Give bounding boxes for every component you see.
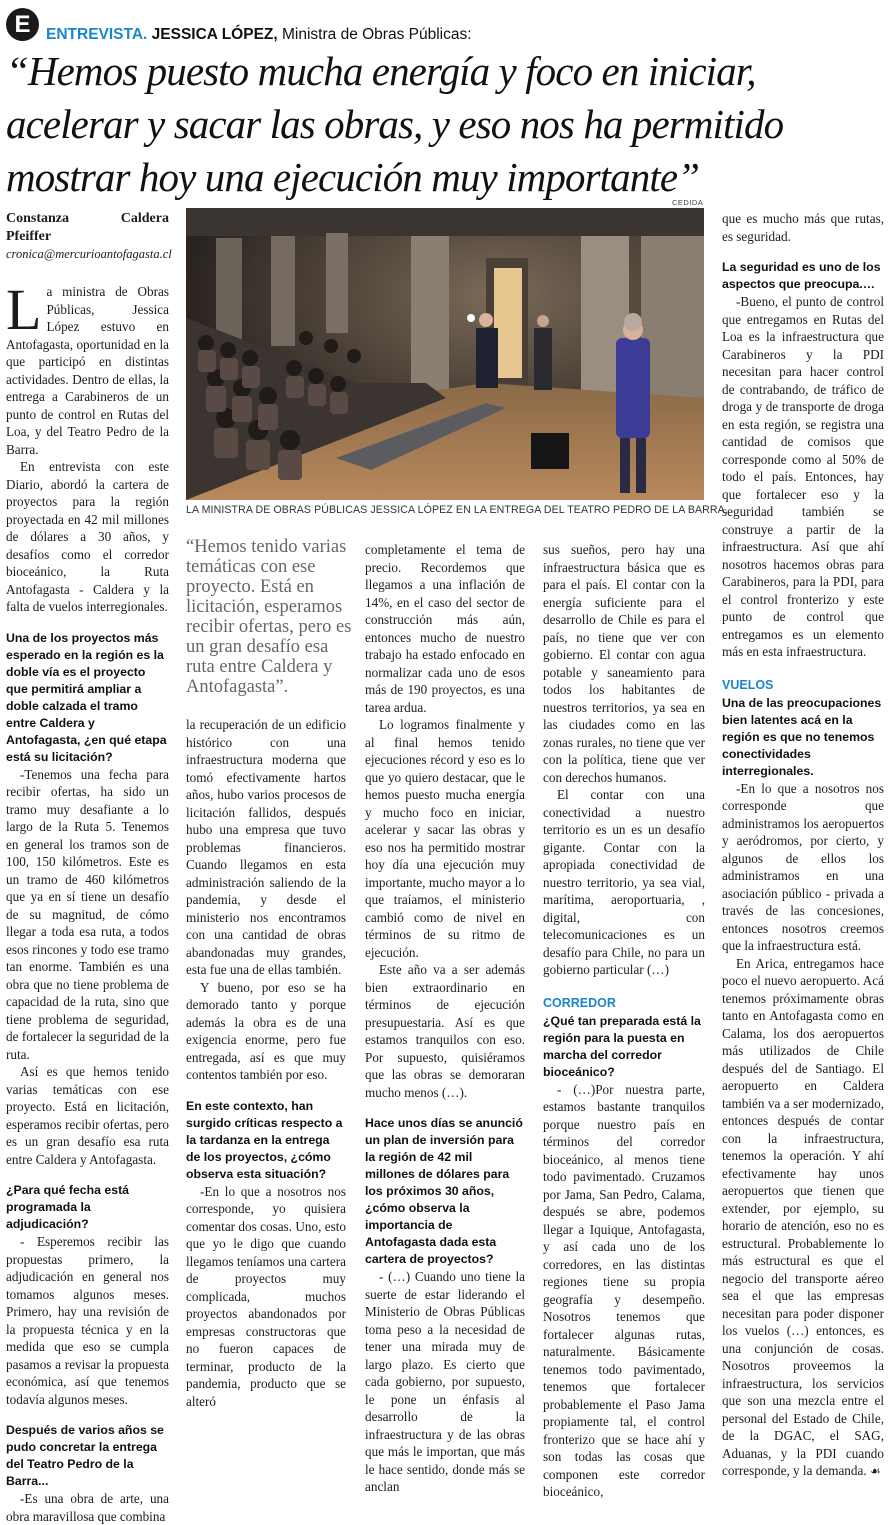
question: ¿Qué tan preparada está la región para la puesta en marcha del corredor bioceánico? (543, 1013, 701, 1079)
pull-quote: “Hemos tenido varias temáticas con ese proyecto. Está en licitación, esperamos recibir ofertas, pero es un gran desafío esa ruta entre Caldera y Antofagasta”. (186, 537, 352, 697)
answer: - (…) Cuando uno tiene la suerte de estar liderando el Ministerio de Obras Públicas toma peso a la necesidad de tener una mirada muy de largo plazo. Es cierto que cada gobierno, por supuesto, le pone un énfasis al desarrollo de la infraestructura y de las obras que más le importan, que más le hace sentido, donde más se anclan (365, 1269, 525, 1494)
paragraph: Este año va a ser además bien extraordinario en términos de ejecución presupuestaria. Así es que estamos tranquilos con eso. Por supuesto, quisiéramos que las obras se demoraran mucho menos (…). (365, 962, 525, 1100)
paragraph: sus sueños, pero hay una infraestructura básica que es para el país. El contar con la energía suficiente para el desarrollo de Chile es para el país, no tiene que ver con gobierno. El contar con agua potable y saneamiento para todos los habitantes de nuestros territorios, ya sea en las ciudades como en las zonas rurales, no tiene que ver con la política, tiene que ver con derechos humanos. (543, 542, 705, 785)
paragraph: En entrevista con este Diario, abordó la cartera de proyectos para la región proyectada en 42 mil millones de dólares a 30 años, y desafíos como el corredor bioceánico, la Ruta Antofagasta - Caldera y la falta de vuelos interregionales. (6, 459, 169, 614)
byline-email: cronica@mercurioantofagasta.cl (6, 247, 172, 261)
headline: “Hemos puesto mucha energía y foco en iniciar, acelerar y sacar las obras, y eso nos ha permitido mostrar hoy una ejecución muy importante” (6, 48, 784, 200)
end-of-article-icon: ☙ (869, 1464, 881, 1478)
lead-paragraph: La ministra de Obras Públicas, Jessica López estuvo en Antofagasta, oportunidad en la que participó en distintas actividades. Dentro de ellas, la entrega a Carabineros de un punto de control en Rutas del Loa, y del Teatro Pedro de la Barra. (6, 277, 169, 457)
answer: - Esperemos recibir las propuestas primero, la adjudicación en general nos tomamos algunos meses. Primero, hay una revisión de la propuesta técnica y en la medida que eso se cumpla pasamos a revisar la propuesta económica, así que tenemos todavía algunos meses. (6, 1234, 169, 1407)
drop-cap: L (6, 277, 42, 342)
paragraph: Lo logramos finalmente y al final hemos tenido ejecuciones récord y eso es lo que yo quiero destacar, que le hemos puesto mucha energía y mucho foco en iniciar, acelerar y sacar las obras y eso nos ha permitido mostrar hoy día una ejecución muy importante, mucho mayor a lo que traíamos, el ministerio cambió como de nivel en términos de su ritmo de ejecución. (365, 717, 525, 960)
column-4 (543, 541, 705, 1501)
photo-credit: CEDIDA (672, 198, 704, 207)
question: Después de varios años se pudo concretar la entrega del Teatro Pedro de la Barra... (6, 1423, 164, 1488)
kicker-line (46, 25, 472, 45)
answer: -Bueno, el punto de control que entregamos en Rutas del Loa es la infraestructura que Carabineros y la PDI necesitan para hacer control de contrabando, de tráfico de droga y de transporte de droga en esta región, se registra una cantidad de comisos que corresponde como al 50% de todo el país. Entonces, hay que fortalecer eso y la seguridad también se construye a partir de la infraestructura. Así que ahí nosotros hacemos obras para Carabineros, para la PDI, para el control fronterizo y este punto de control que entregamos es un elemento más en esta infraestructura. (722, 294, 884, 659)
question: En este contexto, han surgido críticas respecto a la tardanza en la entrega de los proyectos, ¿cómo observa esta situación? (186, 1098, 343, 1181)
question: Una de las preocupaciones bien latentes acá en la región es que no tenemos conectividades interregionales. (722, 695, 882, 778)
paragraph: El contar con una conectividad a nuestro territorio es un es un desafío gigante. Contar con la apropiada conectividad de nuestro territorio, ya sea vial, marítima, aeroportuaria, , digital, con telecomunicaciones es un desafío para Chile, no para un gobierno particular (…) (543, 787, 705, 977)
paragraph: la recuperación de un edificio histórico con una infraestructura moderna que tomó efectivamente hartos años, hubo varios procesos de licitación fallidos, después hubo una empresa que tuvo problemas financieros. Cuando llegamos en esta administración saliendo de la pandemia, y desde el ministerio nos encontramos con una cantidad de obras abandonadas muy grandes, esta fue una de ellas también. (186, 717, 346, 977)
section-badge: E (6, 8, 39, 41)
subhead-corredor: CORREDOR (543, 995, 616, 1010)
paragraph: completamente el tema de precio. Recordemos que llegamos a una inflación de 14%, en el caso del sector de construcción más aún, entonces mucho de nuestro trabajo ha estado enfocado en normalizar cada uno de esos más de 190 proyectos, es una tarea ardua. (365, 542, 525, 715)
subhead-vuelos: VUELOS (722, 677, 774, 692)
question: ¿Para qué fecha está programada la adjudicación? (6, 1183, 130, 1231)
interviewee-name: JESSICA LÓPEZ, (151, 26, 278, 43)
event-photo (186, 208, 704, 500)
section-label: ENTREVISTA. (46, 26, 148, 43)
question: Una de los proyectos más esperado en la región es la doble vía es el proyecto que permitirá ampliar a doble calzada el tramo entre Caldera y Antofagasta, ¿en qué etapa está su licitación? (6, 630, 167, 764)
column-3 (365, 541, 525, 1496)
column-1 (6, 210, 172, 1525)
interviewee-role: Ministra de Obras Públicas: (282, 26, 472, 43)
byline-author: Constanza Caldera Pfeiffer (6, 211, 169, 244)
paragraph: Y bueno, por eso se ha demorado tanto y porque además la obra es de una exigencia enorme, pero fue entregada, así es que muy contentos también por eso. (186, 979, 346, 1082)
answer: -En lo que a nosotros nos corresponde que administramos los aeropuertos y aeródromos, por cierto, y algunos de ellos los administramos en una asociación público - privada a través de las concesiones, entonces nosotros creemos que la infraestructura está. (722, 780, 884, 953)
paragraph: Así es que hemos tenido varias temáticas con ese proyecto. Está en licitación, esperamos recibir ofertas, pero es un gran desafío esa ruta entre Caldera y Antofagasta. (6, 1064, 169, 1167)
column-2 (186, 716, 346, 1410)
paragraph: En Arica, entregamos hace poco el nuevo aeropuerto. Acá tenemos próximamente obras tanto en Antofagasta como en Calama, los dos aeropuertos más utilizados de Chile después del de Santiago. El aeropuerto en Caldera también va a ser modernizado, entonces después de contar con la infraestructura, tenemos la operación. Y ahí efectivamente hay unos aeropuertos que tienen que extender, por ejemplo, su horario de atención, eso no es estructural. Probablemente lo más estructural es que el negocio del transporte aéreo sea el que las empresas necesitan para poder disponer los vuelos (…) entonces, es una conjunción de cosas. Nosotros proveemos la infraestructura, los servicios que son una mezcla entre el personal del Estado de Chile, de la DGAC, el SAG, Aduanas, y la PDI cuando corresponde, y la demanda. ☙ (722, 955, 884, 1478)
column-5 (722, 210, 884, 1481)
answer: -Es una obra de arte, una obra maravillosa que combina (6, 1491, 169, 1524)
paragraph: que es mucho más que rutas, es seguridad. (722, 211, 884, 244)
question: La seguridad es uno de los aspectos que preocupa.… (722, 260, 881, 291)
answer: - (…)Por nuestra parte, estamos bastante tranquilos porque nuestro país en términos del corredor bioceánico, al menos tiene todo pavimentado. Cruzamos por Jama, San Pedro, Calama, después se abre, podemos llegar a Iquique, Antofagasta, y así cada uno de los corredores, en las distintas regiones tiene su propia geografía y desempeño. Nosotros tenemos que fortalecer algunas rutas, naturalmente. Básicamente tenemos todo pavimentado, tenemos que fortalecer probablemente el Paso Jama propiamente tal, el control fronterizo que se hace ahí y son todas las cosas que componen este corredor bioceánico, (543, 1081, 705, 1499)
photo-caption: LA MINISTRA DE OBRAS PÚBLICAS JESSICA LÓPEZ EN LA ENTREGA DEL TEATRO PEDRO DE LA BARRA. (186, 504, 728, 516)
answer: -Tenemos una fecha para recibir ofertas, ha sido un tramo muy desafiante a lo largo de la Ruta 5. Tenemos en general los tramos son de 100, 150 kilómetros. Este es un tramo de 460 kilómetros que ya en sí tiene un desafío de su magnitud, de cómo llegar a toda esa ruta, a todos esos rincones y todo ese tramo tan enorme. También es una obra que no tiene problema de capacidad de la ruta, sino que tiene problema de seguridad, de fortalecer la seguridad de la ruta. (6, 766, 169, 1062)
theater-scene-illustration (186, 208, 704, 500)
question: Hace unos días se anunció un plan de inversión para la región de 42 mil millones de dólares para los próximos 30 años, ¿cómo observa la importancia de Antofagasta dada esta cartera de proyectos? (365, 1116, 523, 1266)
answer: -En lo que a nosotros nos corresponde, yo quisiera comentar dos cosas. Uno, esto que yo le digo que cuando llegamos teníamos una cartera de proyectos muy complicada, muchos proyectos abandonados por empresas constructoras que no fueron capaces de terminar, producto de la pandemia, producto que se alteró (186, 1183, 347, 1409)
